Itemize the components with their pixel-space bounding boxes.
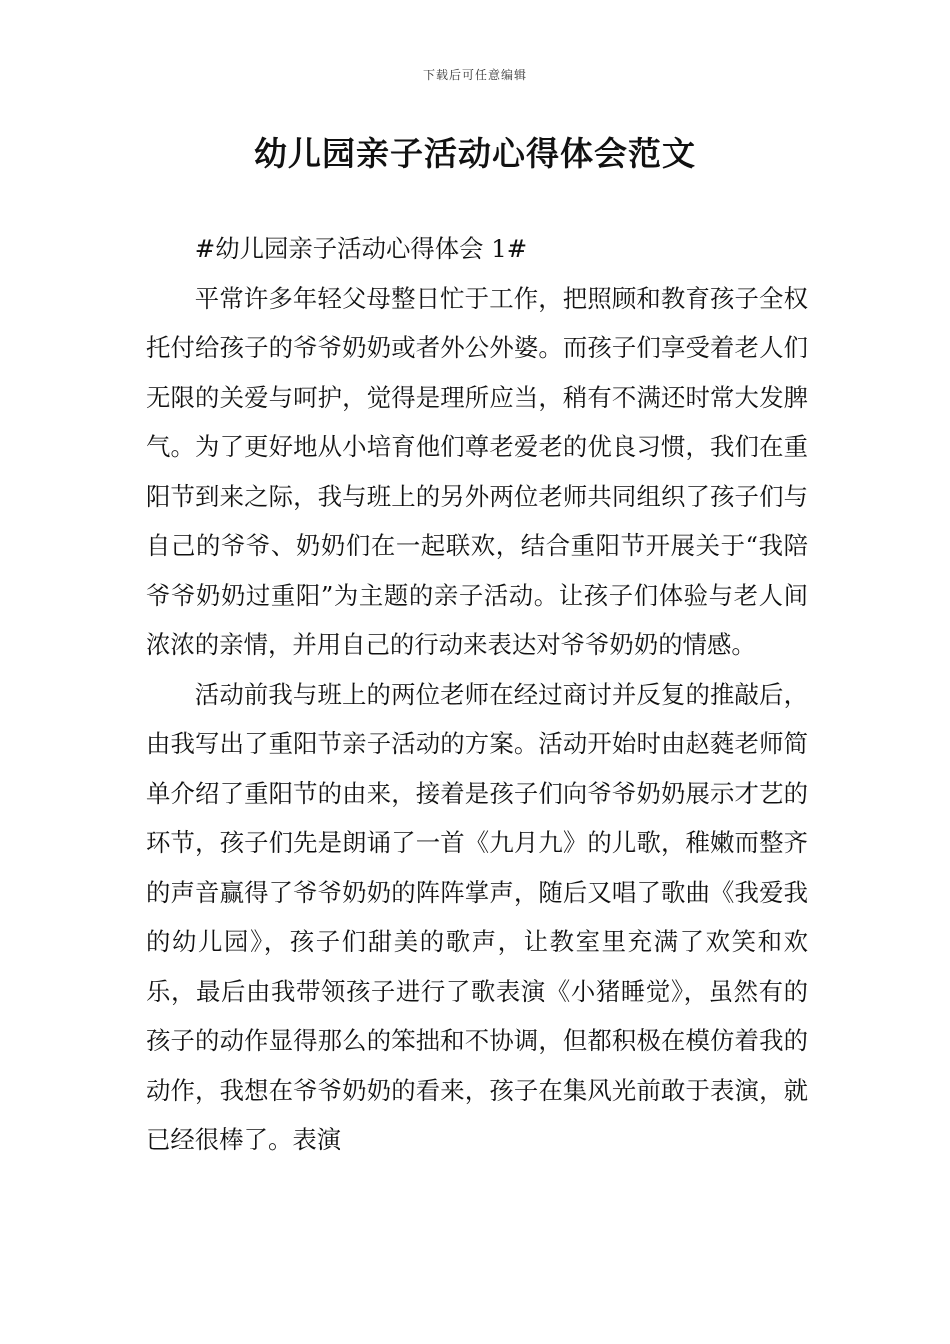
header-note: 下载后可任意编辑	[422, 68, 527, 82]
paragraph-1: 平常许多年轻父母整日忙于工作，把照顾和教育孩子全权托付给孩子的爷爷奶奶或者外公外婆。而孩子们享受着老人们无限的关爱与呵护，觉得是理所应当，稍有不满还时常大发脾气。为了更好地从小培育他们尊老爱老的优良习惯，我们在重阳节到来之际，我与班上的另外两位老师共同组织了孩子们与自己的爷爷、奶奶们在一起联欢，结合重阳节开展关于“我陪爷爷奶奶过重阳”为主题的亲子活动。让孩子们体验与老人间浓浓的亲情，并用自己的行动来表达对爷爷奶奶的情感。	[146, 283, 808, 659]
document-body	[146, 224, 808, 1165]
document-title: 幼儿园亲子活动心得体会范文	[254, 134, 696, 173]
paragraph-2: 活动前我与班上的两位老师在经过商讨并反复的推敲后，由我写出了重阳节亲子活动的方案。活动开始时由赵蕤老师简单介绍了重阳节的由来，接着是孩子们向爷爷奶奶展示才艺的环节，孩子们先是朗诵了一首《九月九》的儿歌，稚嫩而整齐的声音赢得了爷爷奶奶的阵阵掌声，随后又唱了歌曲《我爱我的幼儿园》，孩子们甜美的歌声，让教室里充满了欢笑和欢乐，最后由我带领孩子进行了歌表演《小猪睡觉》，虽然有的孩子的动作显得那么的笨拙和不协调，但都积极在模仿着我的动作，我想在爷爷奶奶的看来，孩子在集风光前敢于表演，就已经很棒了。表演	[146, 679, 808, 1154]
section-heading: #幼儿园亲子活动心得体会 1#	[194, 234, 528, 263]
